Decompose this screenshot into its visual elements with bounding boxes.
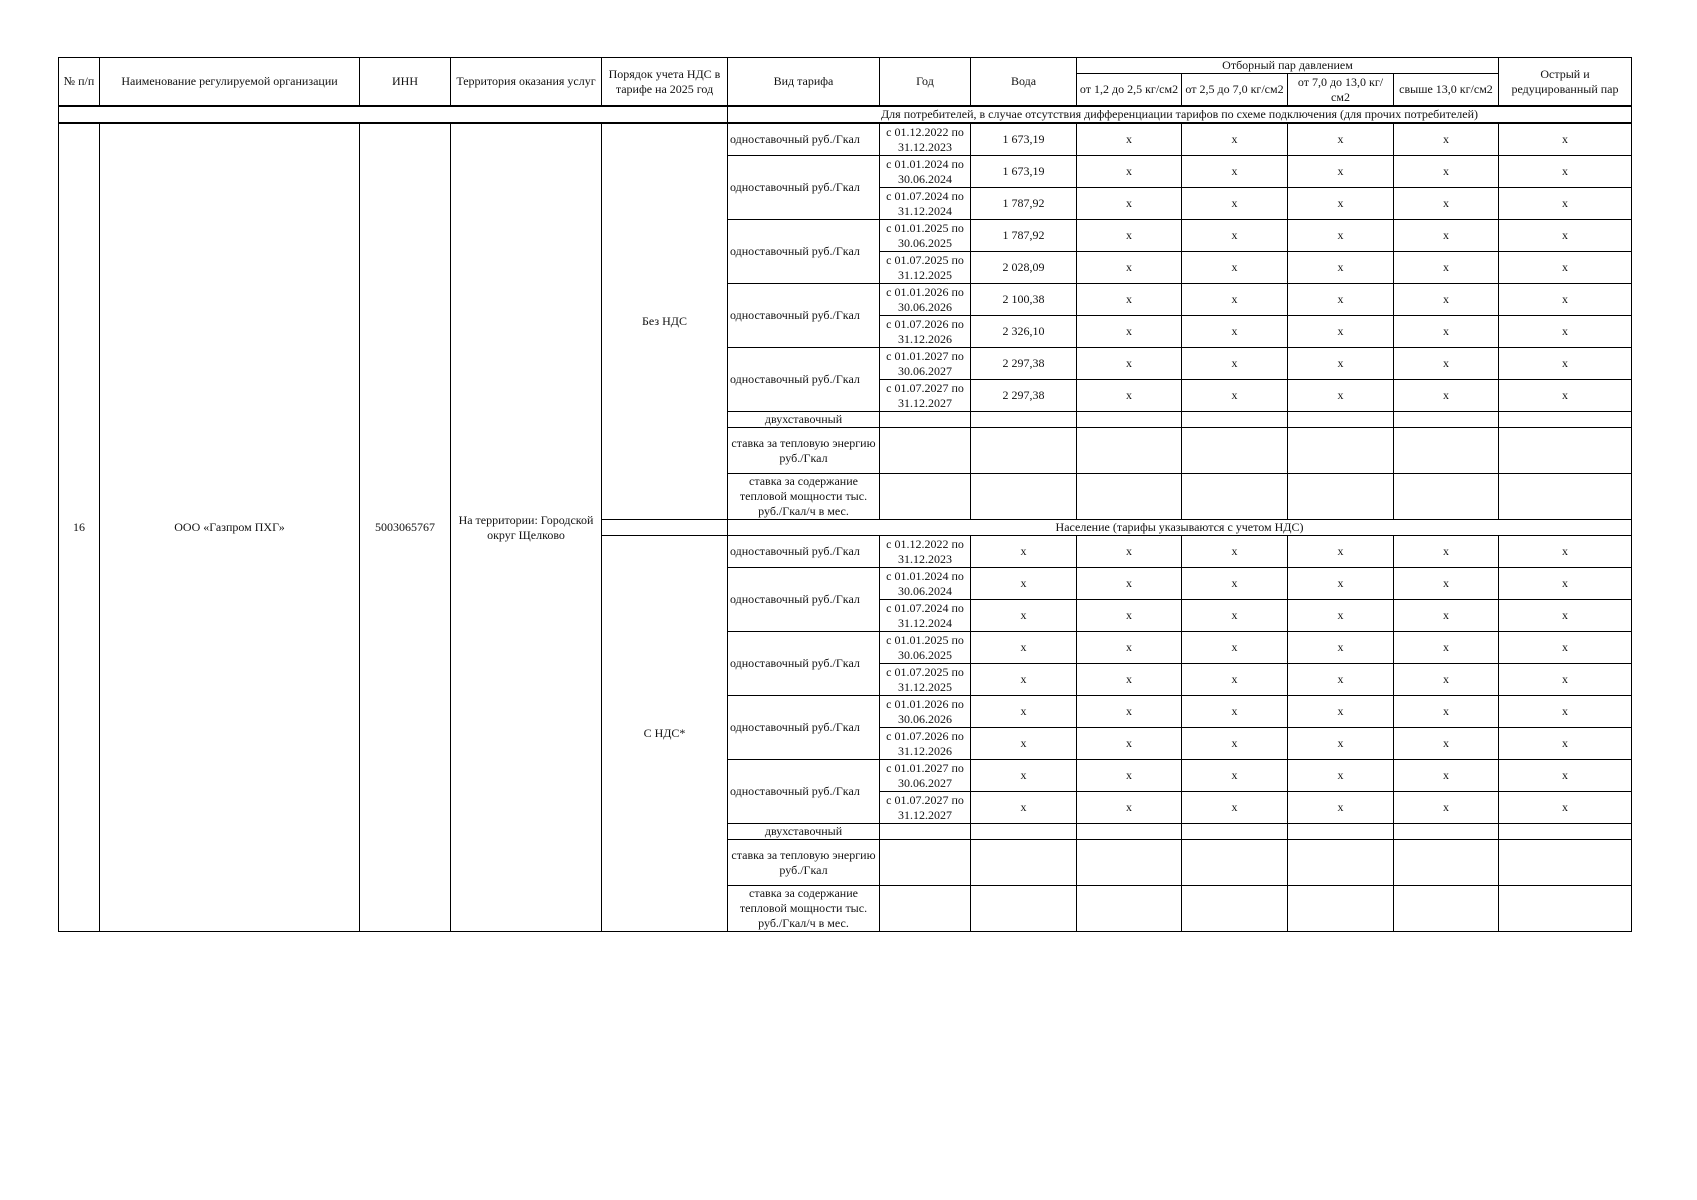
no-vat-steam-value: x <box>1288 316 1394 348</box>
with-vat-steam-value: x <box>1394 728 1499 760</box>
no-vat-steam-value: x <box>1182 316 1288 348</box>
with-vat-period: с 01.12.2022 по 31.12.2023 <box>880 536 971 568</box>
no-vat-tariff-type: одноставочный руб./Гкал <box>728 220 880 284</box>
no-vat-steam-value: x <box>1182 380 1288 412</box>
header-org: Наименование регулируемой организации <box>100 58 360 107</box>
no-vat-empty-cell <box>1077 412 1182 428</box>
section-1-blank <box>59 106 728 123</box>
with-vat-steam-value: x <box>1394 536 1499 568</box>
header-inn: ИНН <box>360 58 451 107</box>
no-vat-steam-value: x <box>1182 123 1288 156</box>
no-vat-steam-value: x <box>1077 316 1182 348</box>
no-vat-steam-value: x <box>1394 188 1499 220</box>
with-vat-water-value: x <box>971 760 1077 792</box>
no-vat-steam-value: x <box>1077 284 1182 316</box>
no-vat-period: с 01.01.2027 по 30.06.2027 <box>880 348 971 380</box>
with-vat-steam-value: x <box>1499 760 1632 792</box>
with-vat-empty-cell <box>1499 840 1632 886</box>
with-vat-steam-value: x <box>1394 760 1499 792</box>
with-vat-water-value: x <box>971 664 1077 696</box>
section-2-blank <box>602 520 728 536</box>
no-vat-empty-cell <box>1077 428 1182 474</box>
with-vat-empty-cell <box>1182 886 1288 932</box>
no-vat-steam-value: x <box>1077 380 1182 412</box>
org-name: ООО «Газпром ПХГ» <box>100 123 360 932</box>
no-vat-steam-value: x <box>1499 220 1632 252</box>
no-vat-steam-value: x <box>1394 123 1499 156</box>
section-1-title: Для потребителей, в случае отсутствия дифференциации тарифов по схеме подключения (для прочих потребителей) <box>728 106 1632 123</box>
with-vat-steam-value: x <box>1077 536 1182 568</box>
with-vat-steam-value: x <box>1077 696 1182 728</box>
no-vat-empty-cell <box>1499 428 1632 474</box>
with-vat-steam-value: x <box>1182 600 1288 632</box>
with-vat-empty-cell <box>1499 886 1632 932</box>
with-vat-empty-cell <box>1077 840 1182 886</box>
with-vat-steam-value: x <box>1499 664 1632 696</box>
no-vat-empty-cell <box>1499 474 1632 520</box>
with-vat-steam-value: x <box>1182 632 1288 664</box>
no-vat-empty-cell <box>1288 474 1394 520</box>
no-vat-empty-cell <box>1077 474 1182 520</box>
with-vat-empty-cell <box>1182 824 1288 840</box>
header-pressure-2: от 2,5 до 7,0 кг/см2 <box>1182 74 1288 107</box>
no-vat-empty-cell <box>880 428 971 474</box>
tariff-table <box>58 57 1632 932</box>
no-vat-empty-cell <box>1394 412 1499 428</box>
no-vat-steam-value: x <box>1288 188 1394 220</box>
no-vat-water-value: 1 673,19 <box>971 156 1077 188</box>
with-vat-period: с 01.01.2026 по 30.06.2026 <box>880 696 971 728</box>
with-vat-steam-value: x <box>1182 696 1288 728</box>
no-vat-steam-value: x <box>1288 348 1394 380</box>
no-vat-period: с 01.07.2024 по 31.12.2024 <box>880 188 971 220</box>
no-vat-water-value: 1 673,19 <box>971 123 1077 156</box>
header-pressure-3: от 7,0 до 13,0 кг/см2 <box>1288 74 1394 107</box>
with-vat-water-value: x <box>971 792 1077 824</box>
no-vat-empty-cell <box>1394 428 1499 474</box>
no-vat-steam-value: x <box>1499 380 1632 412</box>
no-vat-empty-cell <box>1182 428 1288 474</box>
no-vat-steam-value: x <box>1288 284 1394 316</box>
with-vat-steam-value: x <box>1394 632 1499 664</box>
no-vat-steam-value: x <box>1182 252 1288 284</box>
with-vat-steam-value: x <box>1182 728 1288 760</box>
no-vat-period: с 01.07.2027 по 31.12.2027 <box>880 380 971 412</box>
with-vat-steam-value: x <box>1077 664 1182 696</box>
with-vat-steam-value: x <box>1288 568 1394 600</box>
no-vat-water-value: 2 297,38 <box>971 348 1077 380</box>
with-vat-empty-cell <box>971 824 1077 840</box>
with-vat-rate-capacity-label: ставка за содержание тепловой мощности тыс. руб./Гкал/ч в мес. <box>728 886 880 932</box>
with-vat-empty-cell <box>880 824 971 840</box>
with-vat-two-part-label: двухставочный <box>728 824 880 840</box>
with-vat-steam-value: x <box>1288 632 1394 664</box>
with-vat-empty-cell <box>971 840 1077 886</box>
with-vat-empty-cell <box>971 886 1077 932</box>
no-vat-empty-cell <box>880 474 971 520</box>
header-steam-group: Отборный пар давлением <box>1077 58 1499 74</box>
no-vat-two-part-label: двухставочный <box>728 412 880 428</box>
with-vat-empty-cell <box>1182 840 1288 886</box>
no-vat-tariff-type: одноставочный руб./Гкал <box>728 284 880 348</box>
no-vat-steam-value: x <box>1394 380 1499 412</box>
with-vat-empty-cell <box>1288 886 1394 932</box>
with-vat-steam-value: x <box>1182 760 1288 792</box>
with-vat-steam-value: x <box>1499 792 1632 824</box>
with-vat-steam-value: x <box>1394 664 1499 696</box>
with-vat-empty-cell <box>1077 824 1182 840</box>
no-vat-steam-value: x <box>1499 123 1632 156</box>
header-year: Год <box>880 58 971 107</box>
header-sharp-steam: Острый и редуцированный пар <box>1499 58 1632 107</box>
with-vat-steam-value: x <box>1077 632 1182 664</box>
no-vat-steam-value: x <box>1077 156 1182 188</box>
with-vat-period: с 01.07.2026 по 31.12.2026 <box>880 728 971 760</box>
no-vat-steam-value: x <box>1077 252 1182 284</box>
with-vat-period: с 01.01.2024 по 30.06.2024 <box>880 568 971 600</box>
no-vat-empty-cell <box>971 428 1077 474</box>
no-vat-empty-cell <box>971 474 1077 520</box>
with-vat-steam-value: x <box>1182 792 1288 824</box>
no-vat-empty-cell <box>1394 474 1499 520</box>
with-vat-steam-value: x <box>1288 696 1394 728</box>
no-vat-empty-cell <box>971 412 1077 428</box>
with-vat-empty-cell <box>1077 886 1182 932</box>
with-vat-steam-value: x <box>1288 760 1394 792</box>
with-vat-empty-cell <box>1394 840 1499 886</box>
with-vat-empty-cell <box>1394 824 1499 840</box>
no-vat-empty-cell <box>1182 474 1288 520</box>
with-vat-empty-cell <box>880 840 971 886</box>
with-vat-steam-value: x <box>1499 632 1632 664</box>
no-vat-steam-value: x <box>1499 316 1632 348</box>
no-vat-steam-value: x <box>1077 188 1182 220</box>
no-vat-steam-value: x <box>1077 348 1182 380</box>
no-vat-tariff-type: одноставочный руб./Гкал <box>728 123 880 156</box>
org-inn: 5003065767 <box>360 123 451 932</box>
no-vat-water-value: 1 787,92 <box>971 188 1077 220</box>
no-vat-empty-cell <box>1288 412 1394 428</box>
with-vat-steam-value: x <box>1077 600 1182 632</box>
no-vat-steam-value: x <box>1499 188 1632 220</box>
with-vat-steam-value: x <box>1288 600 1394 632</box>
with-vat-period: с 01.01.2025 по 30.06.2025 <box>880 632 971 664</box>
with-vat-steam-value: x <box>1394 792 1499 824</box>
with-vat-steam-value: x <box>1499 536 1632 568</box>
with-vat-tariff-type: одноставочный руб./Гкал <box>728 536 880 568</box>
no-vat-period: с 01.12.2022 по 31.12.2023 <box>880 123 971 156</box>
with-vat-steam-value: x <box>1288 728 1394 760</box>
no-vat-steam-value: x <box>1182 220 1288 252</box>
with-vat-water-value: x <box>971 696 1077 728</box>
no-vat-steam-value: x <box>1182 156 1288 188</box>
no-vat-rate-capacity-label: ставка за содержание тепловой мощности тыс. руб./Гкал/ч в мес. <box>728 474 880 520</box>
no-vat-steam-value: x <box>1182 188 1288 220</box>
no-vat-steam-value: x <box>1182 348 1288 380</box>
no-vat-steam-value: x <box>1288 220 1394 252</box>
no-vat-water-value: 1 787,92 <box>971 220 1077 252</box>
no-vat-empty-cell <box>1499 412 1632 428</box>
with-vat-steam-value: x <box>1394 600 1499 632</box>
with-vat-water-value: x <box>971 600 1077 632</box>
with-vat-tariff-type: одноставочный руб./Гкал <box>728 632 880 696</box>
no-vat-steam-value: x <box>1499 252 1632 284</box>
with-vat-period: с 01.07.2027 по 31.12.2027 <box>880 792 971 824</box>
section-2-title: Население (тарифы указываются с учетом НДС) <box>728 520 1632 536</box>
no-vat-vat-mode: Без НДС <box>602 123 728 520</box>
with-vat-tariff-type: одноставочный руб./Гкал <box>728 568 880 632</box>
no-vat-period: с 01.01.2025 по 30.06.2025 <box>880 220 971 252</box>
no-vat-steam-value: x <box>1288 123 1394 156</box>
with-vat-period: с 01.01.2027 по 30.06.2027 <box>880 760 971 792</box>
header-territory: Территория оказания услуг <box>451 58 602 107</box>
with-vat-tariff-type: одноставочный руб./Гкал <box>728 696 880 760</box>
no-vat-steam-value: x <box>1499 156 1632 188</box>
with-vat-water-value: x <box>971 536 1077 568</box>
no-vat-steam-value: x <box>1077 123 1182 156</box>
with-vat-steam-value: x <box>1288 792 1394 824</box>
with-vat-steam-value: x <box>1288 664 1394 696</box>
no-vat-empty-cell <box>880 412 971 428</box>
header-pressure-1: от 1,2 до 2,5 кг/см2 <box>1077 74 1182 107</box>
with-vat-steam-value: x <box>1288 536 1394 568</box>
with-vat-steam-value: x <box>1182 664 1288 696</box>
with-vat-steam-value: x <box>1499 728 1632 760</box>
with-vat-rate-energy-label: ставка за тепловую энергию руб./Гкал <box>728 840 880 886</box>
with-vat-water-value: x <box>971 632 1077 664</box>
with-vat-empty-cell <box>1499 824 1632 840</box>
no-vat-steam-value: x <box>1288 252 1394 284</box>
header-pressure-4: свыше 13,0 кг/см2 <box>1394 74 1499 107</box>
no-vat-tariff-type: одноставочный руб./Гкал <box>728 348 880 412</box>
org-territory: На территории: Городской округ Щелково <box>451 123 602 932</box>
no-vat-steam-value: x <box>1394 284 1499 316</box>
no-vat-steam-value: x <box>1394 348 1499 380</box>
org-num: 16 <box>59 123 100 932</box>
no-vat-steam-value: x <box>1394 156 1499 188</box>
no-vat-empty-cell <box>1182 412 1288 428</box>
with-vat-water-value: x <box>971 568 1077 600</box>
no-vat-period: с 01.07.2025 по 31.12.2025 <box>880 252 971 284</box>
no-vat-empty-cell <box>1288 428 1394 474</box>
with-vat-steam-value: x <box>1499 568 1632 600</box>
with-vat-steam-value: x <box>1077 760 1182 792</box>
with-vat-steam-value: x <box>1182 568 1288 600</box>
with-vat-empty-cell <box>1288 824 1394 840</box>
no-vat-steam-value: x <box>1288 156 1394 188</box>
with-vat-tariff-type: одноставочный руб./Гкал <box>728 760 880 824</box>
no-vat-water-value: 2 100,38 <box>971 284 1077 316</box>
no-vat-steam-value: x <box>1499 348 1632 380</box>
with-vat-period: с 01.07.2024 по 31.12.2024 <box>880 600 971 632</box>
no-vat-water-value: 2 028,09 <box>971 252 1077 284</box>
no-vat-steam-value: x <box>1288 380 1394 412</box>
header-water: Вода <box>971 58 1077 107</box>
no-vat-period: с 01.07.2026 по 31.12.2026 <box>880 316 971 348</box>
with-vat-period: с 01.07.2025 по 31.12.2025 <box>880 664 971 696</box>
no-vat-water-value: 2 297,38 <box>971 380 1077 412</box>
no-vat-water-value: 2 326,10 <box>971 316 1077 348</box>
header-vat-order: Порядок учета НДС в тарифе на 2025 год <box>602 58 728 107</box>
no-vat-steam-value: x <box>1394 252 1499 284</box>
with-vat-steam-value: x <box>1077 568 1182 600</box>
no-vat-tariff-type: одноставочный руб./Гкал <box>728 156 880 220</box>
with-vat-vat-mode: С НДС* <box>602 536 728 932</box>
header-num: № п/п <box>59 58 100 107</box>
no-vat-rate-energy-label: ставка за тепловую энергию руб./Гкал <box>728 428 880 474</box>
header-tariff-type: Вид тарифа <box>728 58 880 107</box>
no-vat-steam-value: x <box>1077 220 1182 252</box>
with-vat-steam-value: x <box>1394 696 1499 728</box>
with-vat-empty-cell <box>1288 840 1394 886</box>
no-vat-steam-value: x <box>1394 316 1499 348</box>
with-vat-steam-value: x <box>1499 696 1632 728</box>
with-vat-steam-value: x <box>1394 568 1499 600</box>
with-vat-steam-value: x <box>1077 728 1182 760</box>
no-vat-period: с 01.01.2026 по 30.06.2026 <box>880 284 971 316</box>
no-vat-steam-value: x <box>1499 284 1632 316</box>
with-vat-steam-value: x <box>1182 536 1288 568</box>
with-vat-empty-cell <box>1394 886 1499 932</box>
with-vat-steam-value: x <box>1077 792 1182 824</box>
with-vat-water-value: x <box>971 728 1077 760</box>
no-vat-steam-value: x <box>1394 220 1499 252</box>
with-vat-empty-cell <box>880 886 971 932</box>
no-vat-period: с 01.01.2024 по 30.06.2024 <box>880 156 971 188</box>
with-vat-steam-value: x <box>1499 600 1632 632</box>
no-vat-steam-value: x <box>1182 284 1288 316</box>
